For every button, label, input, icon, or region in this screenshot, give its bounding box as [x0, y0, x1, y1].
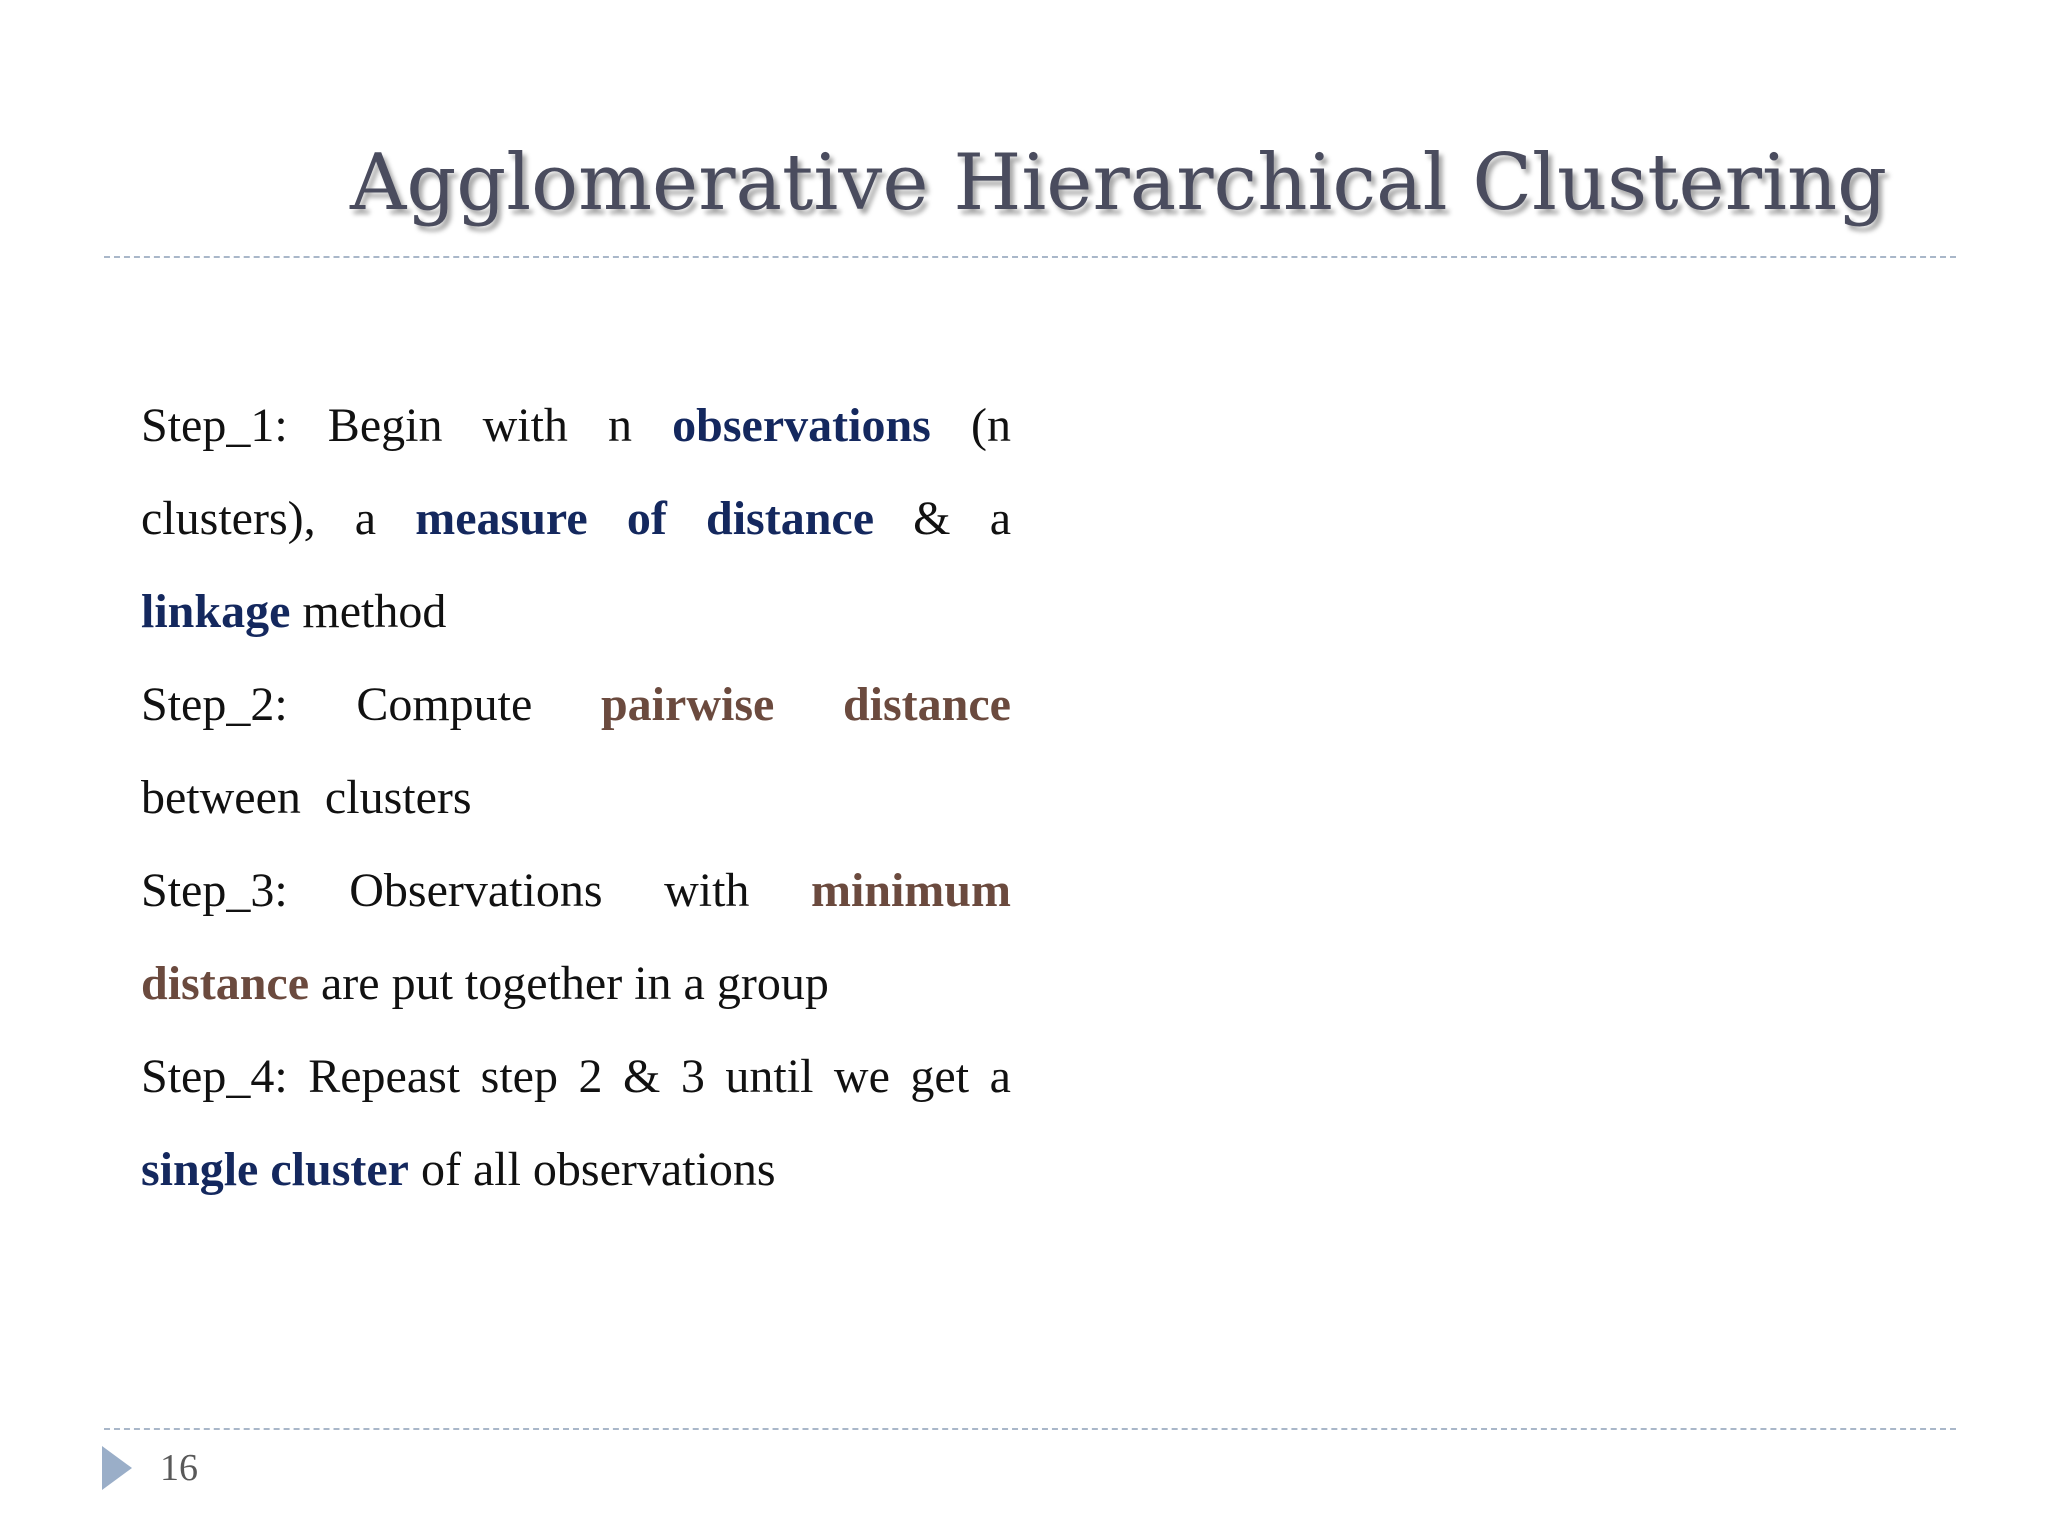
page-number: 16 [160, 1447, 198, 1489]
body-word: Observations [349, 864, 603, 917]
body-word: Repeast [308, 1050, 461, 1103]
body-word: a [354, 492, 377, 545]
body-word: method [302, 585, 447, 638]
body-word: 2 [578, 1050, 603, 1103]
body-word: clusters), [141, 492, 316, 545]
highlight-term: observations [672, 399, 931, 452]
body-line [141, 844, 1011, 937]
body-word: get [910, 1050, 970, 1103]
body-word: 3 [680, 1050, 705, 1103]
highlight-term: linkage [141, 585, 291, 638]
body-word: Step_1: [141, 399, 288, 452]
body-line [141, 658, 1011, 751]
body-word: we [833, 1050, 890, 1103]
triangle-right-icon [102, 1446, 132, 1490]
body-line [141, 937, 1011, 1030]
body-word: of all observations [420, 1143, 776, 1196]
body-word: Step_3: [141, 864, 288, 917]
highlight-term: single cluster [141, 1143, 409, 1196]
body-word: are put together in a group [321, 957, 829, 1010]
body-word: a [989, 1050, 1011, 1103]
body-line [141, 1123, 1011, 1216]
highlight-term: distance [706, 492, 874, 545]
body-line [141, 1030, 1011, 1123]
body-word: Step_2: [141, 678, 288, 731]
body-word: with [482, 399, 568, 452]
slide-title: Agglomerative Hierarchical Clustering [350, 138, 1888, 228]
slide-body [141, 379, 1011, 1216]
body-word: (n [970, 399, 1011, 452]
title-divider [104, 256, 1956, 258]
body-word: with [664, 864, 750, 917]
body-line [141, 472, 1011, 565]
highlight-term: measure [415, 492, 588, 545]
body-word: Step_4: [141, 1050, 288, 1103]
footer-divider [104, 1428, 1956, 1430]
body-word: & [913, 492, 951, 545]
body-word: & [623, 1050, 661, 1103]
body-word: Compute [356, 678, 533, 731]
body-word: step [480, 1050, 558, 1103]
highlight-term: of [626, 492, 667, 545]
highlight-term: distance [141, 957, 309, 1010]
body-word: a [989, 492, 1011, 545]
highlight-term: minimum [810, 864, 1011, 917]
body-line [141, 379, 1011, 472]
highlight-term: pairwise [600, 678, 775, 731]
body-line [141, 565, 1011, 658]
body-word: between [141, 771, 301, 824]
body-word: Begin [327, 399, 443, 452]
body-line [141, 751, 1011, 844]
body-word: until [725, 1050, 814, 1103]
highlight-term: distance [842, 678, 1011, 731]
body-word: n [608, 399, 633, 452]
body-word: clusters [324, 771, 472, 824]
